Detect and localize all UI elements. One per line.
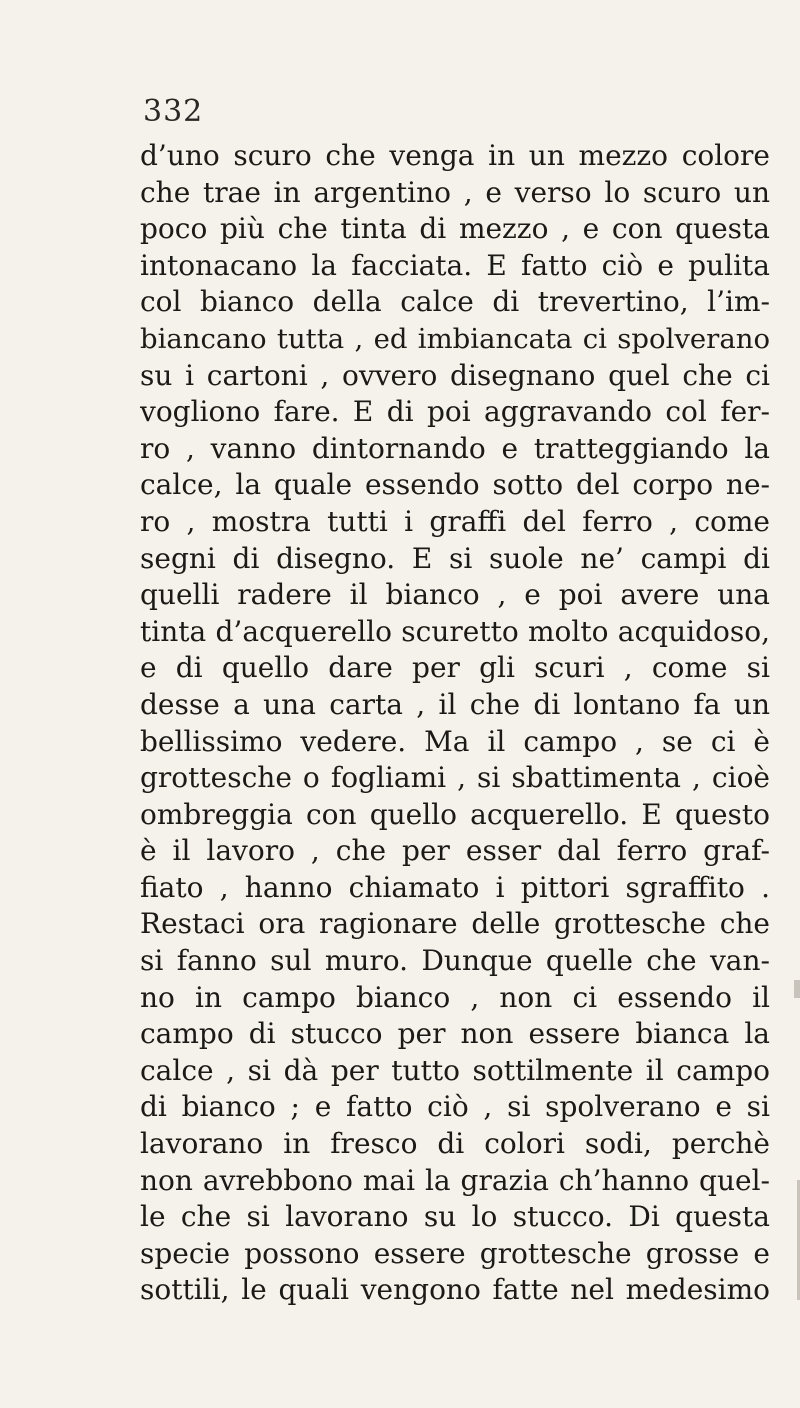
- text-line: segni di disegno. E si suole ne’ campi di: [140, 541, 770, 575]
- text-line: sottili, le quali vengono fatte nel medesimo: [140, 1273, 770, 1307]
- text-line: desse a una carta , il che di lontano fa un: [140, 687, 770, 721]
- text-line: grottesche o fogliami , si sbattimenta , cioè: [140, 761, 770, 795]
- text-line: vogliono fare. E di poi aggravando col fer-: [140, 395, 770, 429]
- text-line: d’uno scuro che venga in un mezzo colore: [140, 139, 770, 172]
- text-line: quelli radere il bianco , e poi avere una: [140, 578, 770, 612]
- text-line: non avrebbono mai la grazia ch’hanno quel-: [140, 1163, 770, 1197]
- text-line: su i cartoni , ovvero disegnano quel che ci: [140, 358, 770, 392]
- text-line: bellissimo vedere. Ma il campo , se ci è: [140, 724, 770, 758]
- text-line: biancano tutta , ed imbiancata ci spolverano: [140, 322, 770, 355]
- text-line: si fanno sul muro. Dunque quelle che van-: [140, 944, 770, 978]
- text-line: che trae in argentino , e verso lo scuro un: [140, 175, 770, 209]
- text-line: campo di stucco per non essere bianca la: [140, 1017, 770, 1051]
- text-line: fiato , hanno chiamato i pittori sgraffito .: [140, 870, 770, 904]
- page-number: 332: [143, 94, 204, 129]
- text-line: no in campo bianco , non ci essendo il: [140, 980, 770, 1014]
- page-edge-mark: [794, 980, 800, 998]
- text-line: le che si lavorano su lo stucco. Di questa: [140, 1200, 770, 1234]
- text-line: poco più che tinta di mezzo , e con questa: [140, 212, 770, 246]
- text-line: tinta d’acquerello scuretto molto acquidoso,: [140, 614, 770, 648]
- text-line: col bianco della calce di trevertino, l’im-: [140, 285, 770, 319]
- text-line: ombreggia con quello acquerello. E questo: [140, 797, 770, 831]
- text-line: calce , si dà per tutto sottilmente il campo: [140, 1053, 770, 1087]
- text-line: lavorano in fresco di colori sodi, perchè: [140, 1127, 770, 1161]
- text-line: specie possono essere grottesche grosse e: [140, 1236, 770, 1270]
- text-line: di bianco ; e fatto ciò , si spolverano e si: [140, 1090, 770, 1124]
- text-line: ro , mostra tutti i graffi del ferro , come: [140, 504, 770, 538]
- text-line: è il lavoro , che per esser dal ferro graf-: [140, 834, 770, 868]
- text-line: intonacano la facciata. E fatto ciò e pulita: [140, 248, 770, 282]
- text-line: ro , vanno dintornando e tratteggiando la: [140, 431, 770, 465]
- text-line: Restaci ora ragionare delle grottesche che: [140, 907, 770, 941]
- body-text: [140, 138, 770, 1309]
- text-line: e di quello dare per gli scuri , come si: [140, 651, 770, 685]
- text-line: calce, la quale essendo sotto del corpo ne-: [140, 468, 770, 502]
